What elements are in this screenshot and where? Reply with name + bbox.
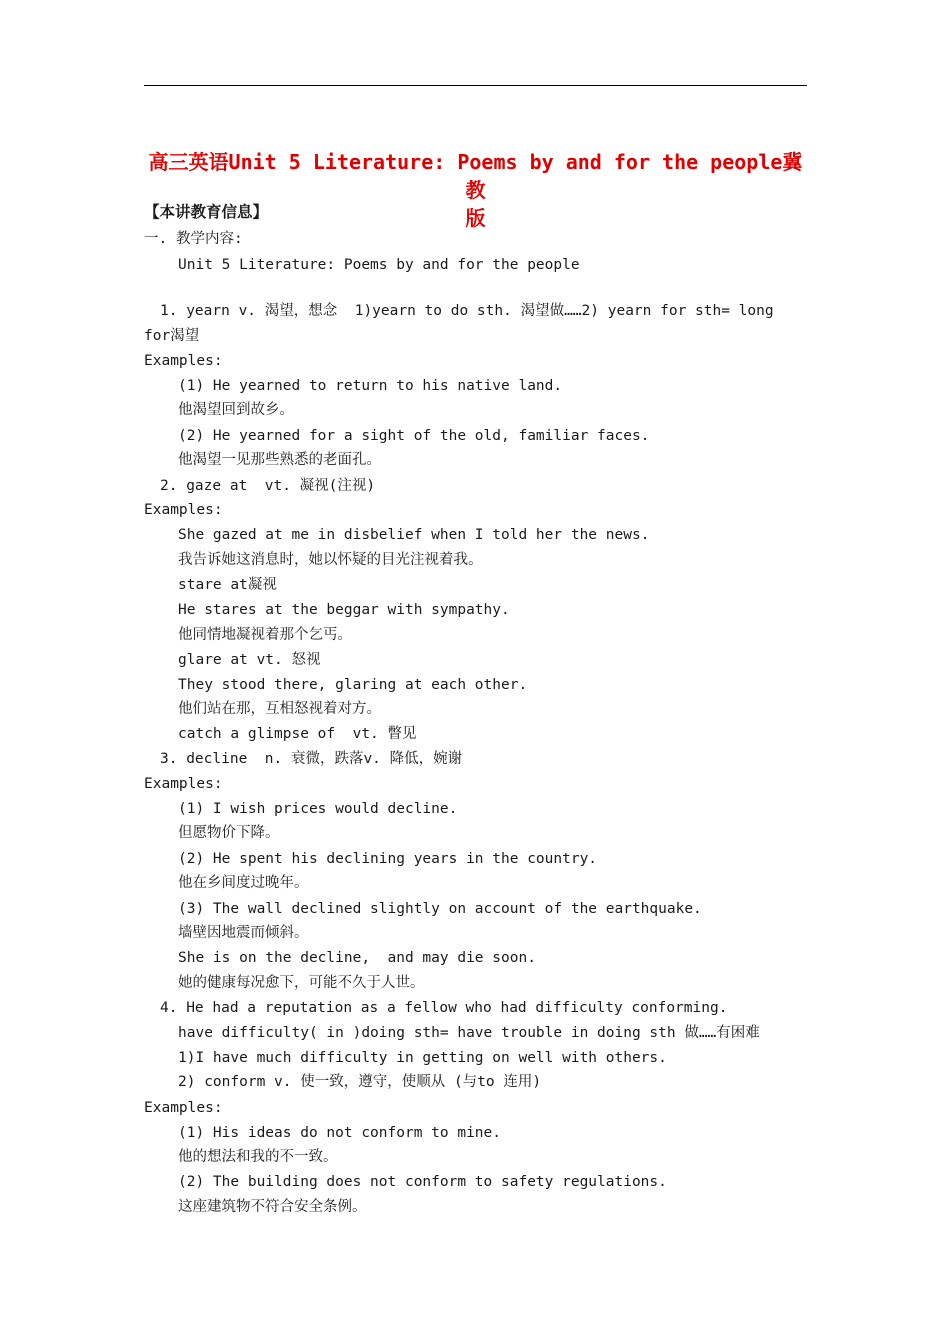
vocab-item-4: 4. He had a reputation as a fellow who had difficulty conforming. [160,1000,728,1016]
example-translation: 她的健康每况愈下，可能不久于人世。 [178,975,425,991]
title-line-2: 版 [465,206,486,230]
example-line: (3) The wall declined slightly on account of the earthquake. [178,901,702,917]
example-line: They stood there, glaring at each other. [178,677,528,693]
example-translation: 他渴望回到故乡。 [178,402,294,418]
example-line: (2) The building does not conform to safety regulations. [178,1174,667,1190]
example-line: She is on the decline, and may die soon. [178,950,536,966]
example-translation: 这座建筑物不符合安全条例。 [178,1199,367,1215]
example-translation: 我告诉她这消息时，她以怀疑的目光注视着我。 [178,552,483,568]
example-translation: 他渴望一见那些熟悉的老面孔。 [178,452,381,468]
example-line: stare at凝视 [178,577,277,593]
example-line: glare at vt. 怒视 [178,652,321,668]
examples-label: Examples: [144,502,223,518]
example-translation: 他的想法和我的不一致。 [178,1149,338,1165]
examples-label: Examples: [144,353,223,369]
example-line: She gazed at me in disbelief when I told her the news. [178,527,650,543]
phrase-line: have difficulty( in )doing sth= have trouble in doing sth 做……有困难 [178,1025,760,1041]
example-translation: 他们站在那，互相怒视着对方。 [178,701,381,717]
example-translation: 他在乡间度过晚年。 [178,875,309,891]
section-heading: 一. 教学内容: [144,231,243,247]
example-translation: 他同情地凝视着那个乞丐。 [178,627,352,643]
vocab-item-3: 3. decline n. 衰微，跌落v. 降低，婉谢 [160,751,463,767]
example-line: (2) He spent his declining years in the country. [178,851,598,867]
example-line: He stares at the beggar with sympathy. [178,602,510,618]
example-line: (1) His ideas do not conform to mine. [178,1125,502,1141]
vocab-item-2: 2. gaze at vt. 凝视(注视) [160,478,376,494]
title-line-1: 高三英语Unit 5 Literature: Poems by and for the people冀教 [148,150,803,202]
phrase-line: 1)I have much difficulty in getting on well with others. [178,1050,667,1066]
example-line: (1) He yearned to return to his native land. [178,378,563,394]
example-line: (2) He yearned for a sight of the old, familiar faces. [178,428,650,444]
lesson-info-header: 【本讲教育信息】 [144,203,269,221]
header-rule [144,85,807,86]
example-line: catch a glimpse of vt. 瞥见 [178,726,417,742]
phrase-line: 2) conform v. 使一致，遵守，使顺从 (与to 连用) [178,1074,542,1090]
vocab-item-1: 1. yearn v. 渴望，想念 1)yearn to do sth. 渴望做……2) yearn for sth= long [160,303,774,319]
section-subtitle: Unit 5 Literature: Poems by and for the people [178,257,580,273]
example-line: (1) I wish prices would decline. [178,801,458,817]
examples-label: Examples: [144,1100,223,1116]
example-translation: 墙壁因地震而倾斜。 [178,925,309,941]
example-translation: 但愿物价下降。 [178,825,280,841]
vocab-item-1-cont: for渴望 [144,328,200,344]
examples-label: Examples: [144,776,223,792]
